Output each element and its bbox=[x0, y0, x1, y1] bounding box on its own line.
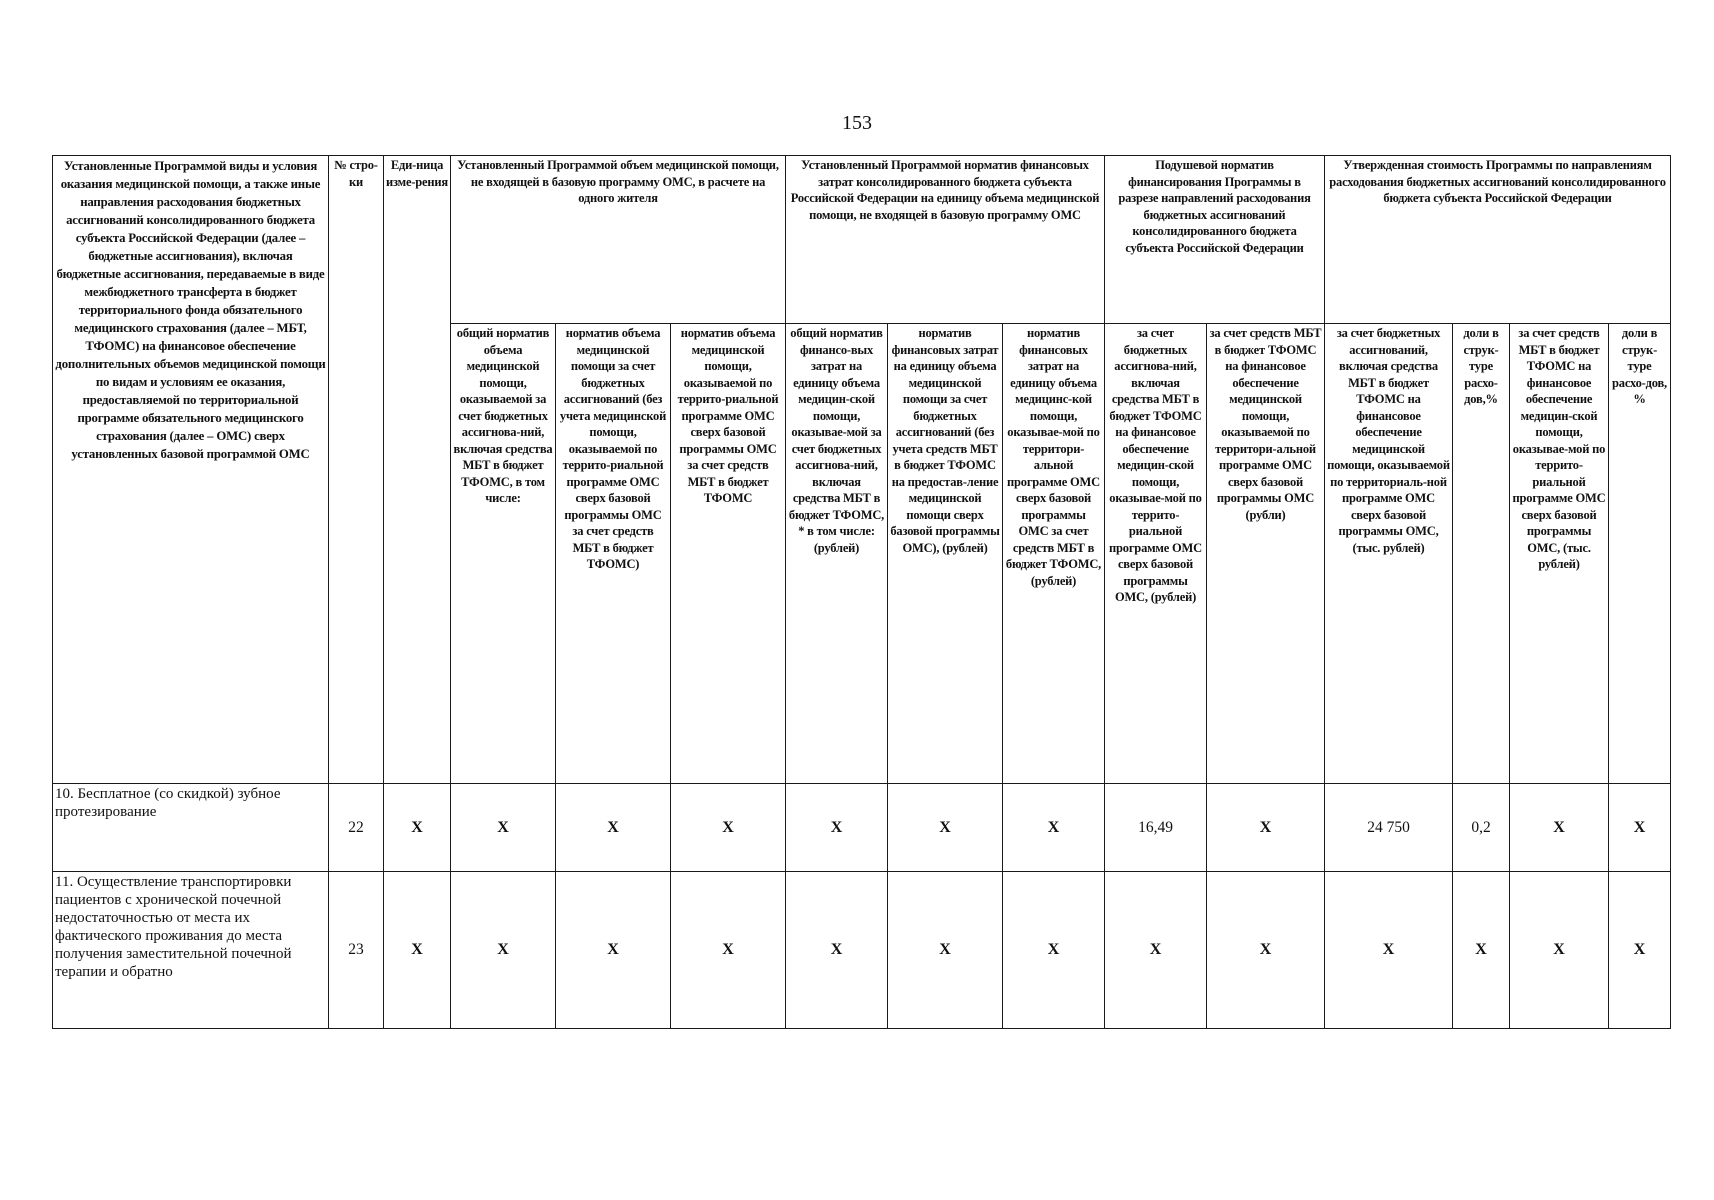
table-cell: 0,2 bbox=[1453, 784, 1510, 872]
header-unit: Еди-ница изме-рения bbox=[384, 156, 451, 784]
table-cell: X bbox=[1207, 872, 1325, 1029]
table-row bbox=[53, 784, 1671, 872]
subheader-per-capita-mbt: за счет средств МБТ в бюджет ТФОМС на финансовое обеспечение медицинской помощи, оказываемой по территори-альной программе ОМС сверх базовой программы ОМС (рубли) bbox=[1207, 324, 1325, 784]
subheader-per-capita-budget: за счет бюджетных ассигнова-ний, включая средства МБТ в бюджет ТФОМС на финансовое обеспечение медицин-ской помощи, оказывае-мой по террито-риальной программе ОМС сверх базовой программы ОМС, (рублей) bbox=[1105, 324, 1207, 784]
subheader-total-volume-norm: общий норматив объема медицинской помощи, оказываемой за счет бюджетных ассигнова-ний, включая средства МБТ в бюджет ТФОМС, в том числе: bbox=[451, 324, 556, 784]
table-cell: X bbox=[1609, 784, 1671, 872]
table-cell: X bbox=[671, 872, 786, 1029]
row-number: 23 bbox=[329, 872, 384, 1029]
table-cell: X bbox=[888, 872, 1003, 1029]
table-cell: X bbox=[1105, 872, 1207, 1029]
table-cell: X bbox=[451, 872, 556, 1029]
header-group-per-capita: Подушевой норматив финансирования Программы в разрезе направлений расходования бюджетных ассигнований консолидированного бюджета субъекта Российской Федерации bbox=[1105, 156, 1325, 324]
table-cell: 24 750 bbox=[1325, 784, 1453, 872]
table-cell: X bbox=[671, 784, 786, 872]
row-unit: X bbox=[384, 872, 451, 1029]
table-row bbox=[53, 872, 1671, 1029]
table-cell: X bbox=[1609, 872, 1671, 1029]
table-cell: X bbox=[1510, 872, 1609, 1029]
table-cell: X bbox=[451, 784, 556, 872]
table-cell: X bbox=[1003, 784, 1105, 872]
table-cell: X bbox=[888, 784, 1003, 872]
subheader-mbt-cost-norm: норматив финансовых затрат на единицу объема медицинс-кой помощи, оказывае-мой по территори-альной программе ОМС сверх базовой программы ОМС за счет средств МБТ в бюджет ТФОМС, (рублей) bbox=[1003, 324, 1105, 784]
header-row-number: № стро-ки bbox=[329, 156, 384, 784]
header-group-volume: Установленный Программой объем медицинской помощи, не входящей в базовую программу ОМС, в расчете на одного жителя bbox=[451, 156, 786, 324]
program-cost-table bbox=[52, 155, 1671, 1029]
table-cell: X bbox=[1003, 872, 1105, 1029]
row-name: 11. Осуществление транспортировки пациентов с хронической почечной недостаточностью от места их фактического проживания до места получения заместительной почечной терапии и обратно bbox=[53, 872, 329, 1029]
table-cell: X bbox=[786, 872, 888, 1029]
table-cell: X bbox=[556, 872, 671, 1029]
subheader-budget-volume-norm: норматив объема медицинской помощи за счет бюджетных ассигнований (без учета медицинской помощи, оказываемой по террито-риальной программе ОМС сверх базовой программы ОМС за счет средств МБТ в бюджет ТФОМС) bbox=[556, 324, 671, 784]
table-cell: X bbox=[786, 784, 888, 872]
subheader-cost-mbt-share: доли в струк-туре расхо-дов, % bbox=[1609, 324, 1671, 784]
subheader-budget-cost-norm: норматив финансовых затрат на единицу объема медицинской помощи за счет бюджетных ассигнований (без учета средств МБТ в бюджет ТФОМС на предостав-ление медицинской помощи сверх базовой программы ОМС), (рублей) bbox=[888, 324, 1003, 784]
subheader-total-cost-norm: общий норматив финансо-вых затрат на единицу объема медицин-ской помощи, оказывае-мой за счет бюджетных ассигнова-ний, включая средства МБТ в бюджет ТФОМС, * в том числе: (рублей) bbox=[786, 324, 888, 784]
subheader-cost-budget-share: доли в струк-туре расхо-дов,% bbox=[1453, 324, 1510, 784]
table-cell: 16,49 bbox=[1105, 784, 1207, 872]
table-cell: X bbox=[1207, 784, 1325, 872]
row-number: 22 bbox=[329, 784, 384, 872]
subheader-cost-budget: за счет бюджетных ассигнований, включая средства МБТ в бюджет ТФОМС на финансовое обеспечение медицинской помощи, оказываемой по территориаль-ной программе ОМС сверх базовой программы ОМС, (тыс. рублей) bbox=[1325, 324, 1453, 784]
row-unit: X bbox=[384, 784, 451, 872]
header-type-of-care: Установленные Программой виды и условия оказания медицинской помощи, а также иные направления расходования бюджетных ассигнований консолидированного бюджета субъекта Российской Федерации (далее – бюджетные ассигнования), включая бюджетные ассигнования, передаваемые в виде межбюджетного трансферта в бюджет территориального фонда обязательного медицинского страхования (далее – МБТ, ТФОМС) на финансовое обеспечение дополнительных объемов медицинской помощи по видам и условиям ее оказания, предоставляемой по территориальной программе обязательного медицинского страхования (далее – ОМС) сверх установленных базовой программой ОМС bbox=[53, 156, 329, 784]
page-number: 153 bbox=[842, 112, 872, 134]
table-cell: X bbox=[1453, 872, 1510, 1029]
table-cell: X bbox=[556, 784, 671, 872]
table-cell: X bbox=[1325, 872, 1453, 1029]
header-group-cost-norm: Установленный Программой норматив финансовых затрат консолидированного бюджета субъекта Российской Федерации на единицу объема медицинской помощи, не входящей в базовую программу ОМС bbox=[786, 156, 1105, 324]
subheader-cost-mbt: за счет средств МБТ в бюджет ТФОМС на финансовое обеспечение медицин-ской помощи, оказывае-мой по террито-риальной программе ОМС сверх базовой программы ОМС, (тыс. рублей) bbox=[1510, 324, 1609, 784]
row-name: 10. Бесплатное (со скидкой) зубное протезирование bbox=[53, 784, 329, 872]
header-group-approved-cost: Утвержденная стоимость Программы по направлениям расходования бюджетных ассигнований консолидированного бюджета субъекта Российской Федерации bbox=[1325, 156, 1671, 324]
subheader-mbt-volume-norm: норматив объема медицинской помощи, оказываемой по террито-риальной программе ОМС сверх базовой программы ОМС за счет средств МБТ в бюджет ТФОМС bbox=[671, 324, 786, 784]
table-cell: X bbox=[1510, 784, 1609, 872]
